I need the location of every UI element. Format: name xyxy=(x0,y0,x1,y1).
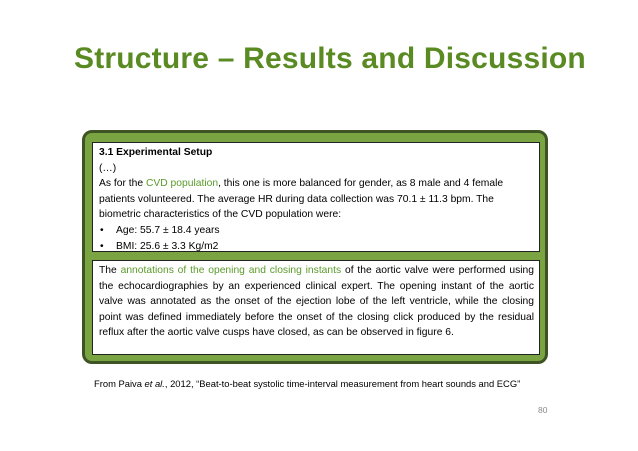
slide-title: Structure – Results and Discussion xyxy=(74,42,586,75)
annotations-highlight: annotations of the opening and closing instants xyxy=(120,265,342,276)
citation-post: , 2012, “Beat-to-beat systolic time-interval measurement from heart sounds and ECG” xyxy=(164,378,521,389)
source-citation xyxy=(94,378,520,389)
annotation-text-start: The xyxy=(99,265,121,276)
population-paragraph xyxy=(99,176,534,223)
page-number: 80 xyxy=(538,405,548,415)
biometric-list xyxy=(99,223,534,254)
list-item-text: Age: 55.7 ± 18.4 years xyxy=(116,224,220,236)
bullet-icon: • xyxy=(100,240,104,252)
annotation-text-rest: of the aortic valve were performed using the echocardiographies by an experienced clinical expert. The opening instant of the aortic valve was annotated as the onset of the ejection lobe of the left ventricle, while the closing point was defined immediately before the onset of the closing click produced by the residual reflux after the aortic valve cusps have closed, as can be observed in figure 6. xyxy=(99,265,534,339)
bullet-icon: • xyxy=(100,224,104,236)
annotations-panel xyxy=(92,260,540,355)
list-item xyxy=(99,223,534,239)
ellipsis-text: (…) xyxy=(99,162,117,174)
citation-pre: From Paiva xyxy=(94,378,145,389)
paragraph-text-start: As for the xyxy=(99,178,146,190)
section-heading: 3.1 Experimental Setup xyxy=(99,147,213,158)
citation-etal: et al. xyxy=(144,378,165,389)
experimental-setup-panel xyxy=(92,142,540,252)
list-item-text: BMI: 25.6 ± 3.3 Kg/m2 xyxy=(116,240,219,252)
cvd-population-highlight: CVD population xyxy=(145,178,219,190)
list-item xyxy=(99,239,534,255)
paragraph-text-rest: , this one is more balanced for gender, as 8 male and 4 female patients volunteered. The average HR during data collection was 70.1 ± 11.3 bpm. The biometric characteristics of the CVD population were: xyxy=(99,178,504,221)
